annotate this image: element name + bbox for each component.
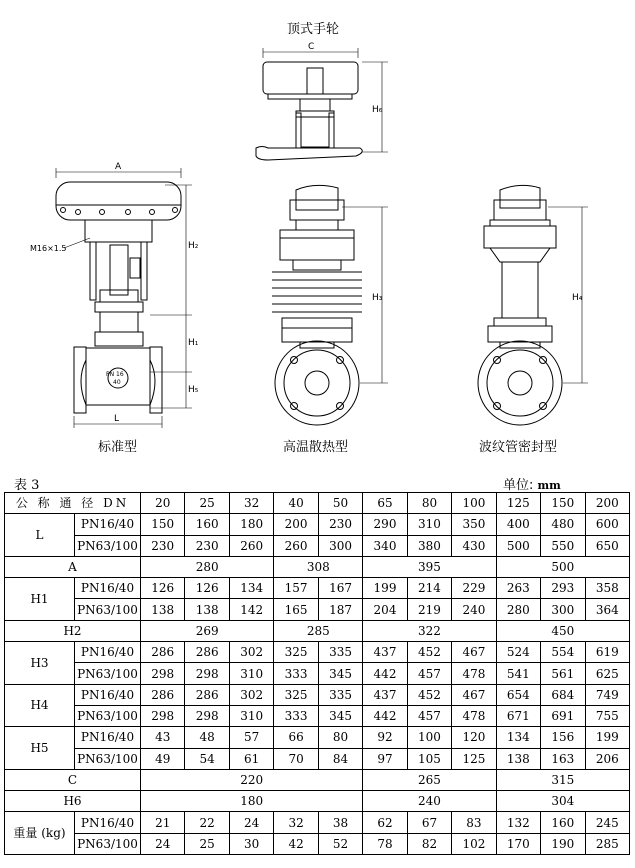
value-cell: 125 <box>452 748 496 769</box>
value-cell: 260 <box>274 535 318 556</box>
value-cell: 310 <box>229 663 273 684</box>
value-cell: 442 <box>363 705 407 726</box>
value-cell: 298 <box>185 663 229 684</box>
value-cell: 120 <box>452 727 496 748</box>
value-cell: 180 <box>229 514 273 535</box>
dn-cell: 20 <box>141 493 185 514</box>
param-label: H4 <box>5 684 75 727</box>
value-cell: 170 <box>496 833 540 854</box>
value-cell: 600 <box>585 514 629 535</box>
value-cell: 524 <box>496 642 540 663</box>
value-cell: 500 <box>496 535 540 556</box>
dim-l-label: L <box>114 414 120 424</box>
value-cell: 100 <box>407 727 451 748</box>
value-cell: 245 <box>585 812 629 833</box>
value-cell: 654 <box>496 684 540 705</box>
pn-label: PN16/40 <box>75 642 141 663</box>
pn-label: PN63/100 <box>75 748 141 769</box>
dim-h6-label: H₆ <box>372 105 383 115</box>
pn-marking: PN 16 <box>106 371 124 378</box>
value-cell: 280 <box>141 556 274 577</box>
value-cell: 230 <box>185 535 229 556</box>
value-cell: 437 <box>363 642 407 663</box>
table-row <box>5 642 630 663</box>
value-cell: 126 <box>185 578 229 599</box>
value-cell: 300 <box>318 535 362 556</box>
value-cell: 22 <box>185 812 229 833</box>
param-label: H2 <box>5 620 141 641</box>
value-cell: 554 <box>541 642 585 663</box>
value-cell: 364 <box>585 599 629 620</box>
table-row <box>5 578 630 599</box>
value-cell: 550 <box>541 535 585 556</box>
value-cell: 315 <box>496 769 629 790</box>
value-cell: 480 <box>541 514 585 535</box>
value-cell: 21 <box>141 812 185 833</box>
value-cell: 24 <box>141 833 185 854</box>
value-cell: 67 <box>407 812 451 833</box>
caption-bellows: 波纹管密封型 <box>479 440 558 455</box>
value-cell: 452 <box>407 642 451 663</box>
table-row <box>5 791 630 812</box>
value-cell: 80 <box>318 727 362 748</box>
value-cell: 286 <box>185 642 229 663</box>
unit-label-text: 单位: <box>503 478 534 493</box>
value-cell: 190 <box>541 833 585 854</box>
value-cell: 240 <box>452 599 496 620</box>
dimension-table <box>4 492 630 855</box>
caption-standard: 标准型 <box>98 440 138 455</box>
value-cell: 467 <box>452 684 496 705</box>
high-temp-drawing <box>272 185 388 425</box>
value-cell: 286 <box>185 684 229 705</box>
value-cell: 755 <box>585 705 629 726</box>
param-label: H1 <box>5 578 75 621</box>
value-cell: 298 <box>185 705 229 726</box>
top-handwheel-drawing <box>256 48 388 160</box>
dn-cell: 125 <box>496 493 540 514</box>
value-cell: 200 <box>274 514 318 535</box>
value-cell: 450 <box>496 620 629 641</box>
value-cell: 325 <box>274 642 318 663</box>
pn-label: PN63/100 <box>75 599 141 620</box>
value-cell: 625 <box>585 663 629 684</box>
value-cell: 102 <box>452 833 496 854</box>
value-cell: 25 <box>185 833 229 854</box>
value-cell: 269 <box>141 620 274 641</box>
table-row <box>5 812 630 833</box>
value-cell: 335 <box>318 684 362 705</box>
standard-type-drawing <box>56 168 192 428</box>
dim-h5-label: H₅ <box>188 385 199 395</box>
value-cell: 240 <box>363 791 496 812</box>
value-cell: 310 <box>407 514 451 535</box>
table-title: 表 3 <box>14 478 40 493</box>
param-label: A <box>5 556 141 577</box>
value-cell: 333 <box>274 705 318 726</box>
value-cell: 358 <box>585 578 629 599</box>
value-cell: 134 <box>496 727 540 748</box>
value-cell: 180 <box>141 791 363 812</box>
value-cell: 442 <box>363 663 407 684</box>
unit-label <box>503 474 561 493</box>
table-row <box>5 705 630 726</box>
value-cell: 684 <box>541 684 585 705</box>
value-cell: 92 <box>363 727 407 748</box>
dn-cell: 65 <box>363 493 407 514</box>
table-row <box>5 663 630 684</box>
header-cell: 公 称 通 径 DN <box>5 493 141 514</box>
dn-cell: 40 <box>274 493 318 514</box>
param-label: 重量 (kg) <box>5 812 75 855</box>
table-row <box>5 684 630 705</box>
value-cell: 49 <box>141 748 185 769</box>
value-cell: 619 <box>585 642 629 663</box>
value-cell: 42 <box>274 833 318 854</box>
value-cell: 30 <box>229 833 273 854</box>
dim-h4-label: H₄ <box>572 293 583 303</box>
value-cell: 749 <box>585 684 629 705</box>
table-row <box>5 620 630 641</box>
value-cell: 322 <box>363 620 496 641</box>
dim-c-label: C <box>308 42 315 52</box>
pn-label: PN16/40 <box>75 514 141 535</box>
value-cell: 83 <box>452 812 496 833</box>
table-row <box>5 556 630 577</box>
value-cell: 650 <box>585 535 629 556</box>
value-cell: 340 <box>363 535 407 556</box>
dn-cell: 32 <box>229 493 273 514</box>
pn-label: PN63/100 <box>75 833 141 854</box>
value-cell: 437 <box>363 684 407 705</box>
value-cell: 298 <box>141 705 185 726</box>
value-cell: 160 <box>185 514 229 535</box>
pn-label: PN63/100 <box>75 535 141 556</box>
pn-label: PN16/40 <box>75 684 141 705</box>
value-cell: 333 <box>274 663 318 684</box>
value-cell: 260 <box>229 535 273 556</box>
value-cell: 335 <box>318 642 362 663</box>
value-cell: 134 <box>229 578 273 599</box>
value-cell: 478 <box>452 663 496 684</box>
dim-h2-label: H₂ <box>188 241 199 251</box>
value-cell: 97 <box>363 748 407 769</box>
dim-h3-label: H₃ <box>372 293 383 303</box>
value-cell: 380 <box>407 535 451 556</box>
value-cell: 165 <box>274 599 318 620</box>
value-cell: 62 <box>363 812 407 833</box>
param-label: H3 <box>5 642 75 685</box>
value-cell: 187 <box>318 599 362 620</box>
value-cell: 541 <box>496 663 540 684</box>
param-label: H6 <box>5 791 141 812</box>
value-cell: 70 <box>274 748 318 769</box>
value-cell: 286 <box>141 684 185 705</box>
value-cell: 286 <box>141 642 185 663</box>
bellows-drawing <box>478 185 588 425</box>
value-cell: 142 <box>229 599 273 620</box>
value-cell: 204 <box>363 599 407 620</box>
value-cell: 265 <box>363 769 496 790</box>
param-label: L <box>5 514 75 557</box>
pn-label: PN63/100 <box>75 663 141 684</box>
value-cell: 156 <box>541 727 585 748</box>
value-cell: 206 <box>585 748 629 769</box>
value-cell: 150 <box>141 514 185 535</box>
value-cell: 230 <box>141 535 185 556</box>
dn-marking: 40 <box>113 379 121 386</box>
value-cell: 400 <box>496 514 540 535</box>
value-cell: 199 <box>585 727 629 748</box>
table-row <box>5 599 630 620</box>
value-cell: 300 <box>541 599 585 620</box>
value-cell: 350 <box>452 514 496 535</box>
dn-cell: 100 <box>452 493 496 514</box>
value-cell: 285 <box>585 833 629 854</box>
value-cell: 43 <box>141 727 185 748</box>
value-cell: 302 <box>229 684 273 705</box>
value-cell: 280 <box>496 599 540 620</box>
value-cell: 220 <box>141 769 363 790</box>
value-cell: 84 <box>318 748 362 769</box>
value-cell: 229 <box>452 578 496 599</box>
value-cell: 214 <box>407 578 451 599</box>
value-cell: 61 <box>229 748 273 769</box>
table-row <box>5 833 630 854</box>
value-cell: 138 <box>496 748 540 769</box>
value-cell: 457 <box>407 705 451 726</box>
value-cell: 24 <box>229 812 273 833</box>
value-cell: 345 <box>318 705 362 726</box>
value-cell: 138 <box>185 599 229 620</box>
value-cell: 691 <box>541 705 585 726</box>
dim-h1-label: H₁ <box>188 338 199 348</box>
value-cell: 290 <box>363 514 407 535</box>
value-cell: 325 <box>274 684 318 705</box>
value-cell: 105 <box>407 748 451 769</box>
pn-label: PN16/40 <box>75 727 141 748</box>
value-cell: 308 <box>274 556 363 577</box>
table-row <box>5 493 630 514</box>
dn-cell: 80 <box>407 493 451 514</box>
dn-cell: 200 <box>585 493 629 514</box>
unit-value: mm <box>537 479 561 492</box>
value-cell: 57 <box>229 727 273 748</box>
value-cell: 671 <box>496 705 540 726</box>
caption-high-temp: 高温散热型 <box>283 440 349 455</box>
value-cell: 163 <box>541 748 585 769</box>
value-cell: 478 <box>452 705 496 726</box>
param-label: H5 <box>5 727 75 770</box>
dn-cell: 150 <box>541 493 585 514</box>
param-label: C <box>5 769 141 790</box>
table-row <box>5 514 630 535</box>
value-cell: 167 <box>318 578 362 599</box>
pn-label: PN63/100 <box>75 705 141 726</box>
value-cell: 230 <box>318 514 362 535</box>
value-cell: 54 <box>185 748 229 769</box>
table-row <box>5 748 630 769</box>
dim-a-label: A <box>115 162 122 172</box>
table-row <box>5 727 630 748</box>
pn-label: PN16/40 <box>75 578 141 599</box>
value-cell: 345 <box>318 663 362 684</box>
value-cell: 430 <box>452 535 496 556</box>
value-cell: 48 <box>185 727 229 748</box>
value-cell: 500 <box>496 556 629 577</box>
value-cell: 561 <box>541 663 585 684</box>
value-cell: 263 <box>496 578 540 599</box>
pn-label: PN16/40 <box>75 812 141 833</box>
value-cell: 157 <box>274 578 318 599</box>
table-row <box>5 769 630 790</box>
value-cell: 132 <box>496 812 540 833</box>
value-cell: 199 <box>363 578 407 599</box>
value-cell: 304 <box>496 791 629 812</box>
value-cell: 160 <box>541 812 585 833</box>
value-cell: 467 <box>452 642 496 663</box>
value-cell: 126 <box>141 578 185 599</box>
value-cell: 302 <box>229 642 273 663</box>
value-cell: 66 <box>274 727 318 748</box>
value-cell: 452 <box>407 684 451 705</box>
value-cell: 82 <box>407 833 451 854</box>
table-row <box>5 535 630 556</box>
thread-label: M16×1.5 <box>30 244 67 253</box>
value-cell: 32 <box>274 812 318 833</box>
value-cell: 78 <box>363 833 407 854</box>
dn-cell: 50 <box>318 493 362 514</box>
value-cell: 457 <box>407 663 451 684</box>
value-cell: 293 <box>541 578 585 599</box>
value-cell: 219 <box>407 599 451 620</box>
dn-cell: 25 <box>185 493 229 514</box>
caption-top-handwheel: 顶式手轮 <box>287 22 340 37</box>
value-cell: 285 <box>274 620 363 641</box>
value-cell: 52 <box>318 833 362 854</box>
value-cell: 310 <box>229 705 273 726</box>
value-cell: 138 <box>141 599 185 620</box>
value-cell: 298 <box>141 663 185 684</box>
value-cell: 395 <box>363 556 496 577</box>
value-cell: 38 <box>318 812 362 833</box>
